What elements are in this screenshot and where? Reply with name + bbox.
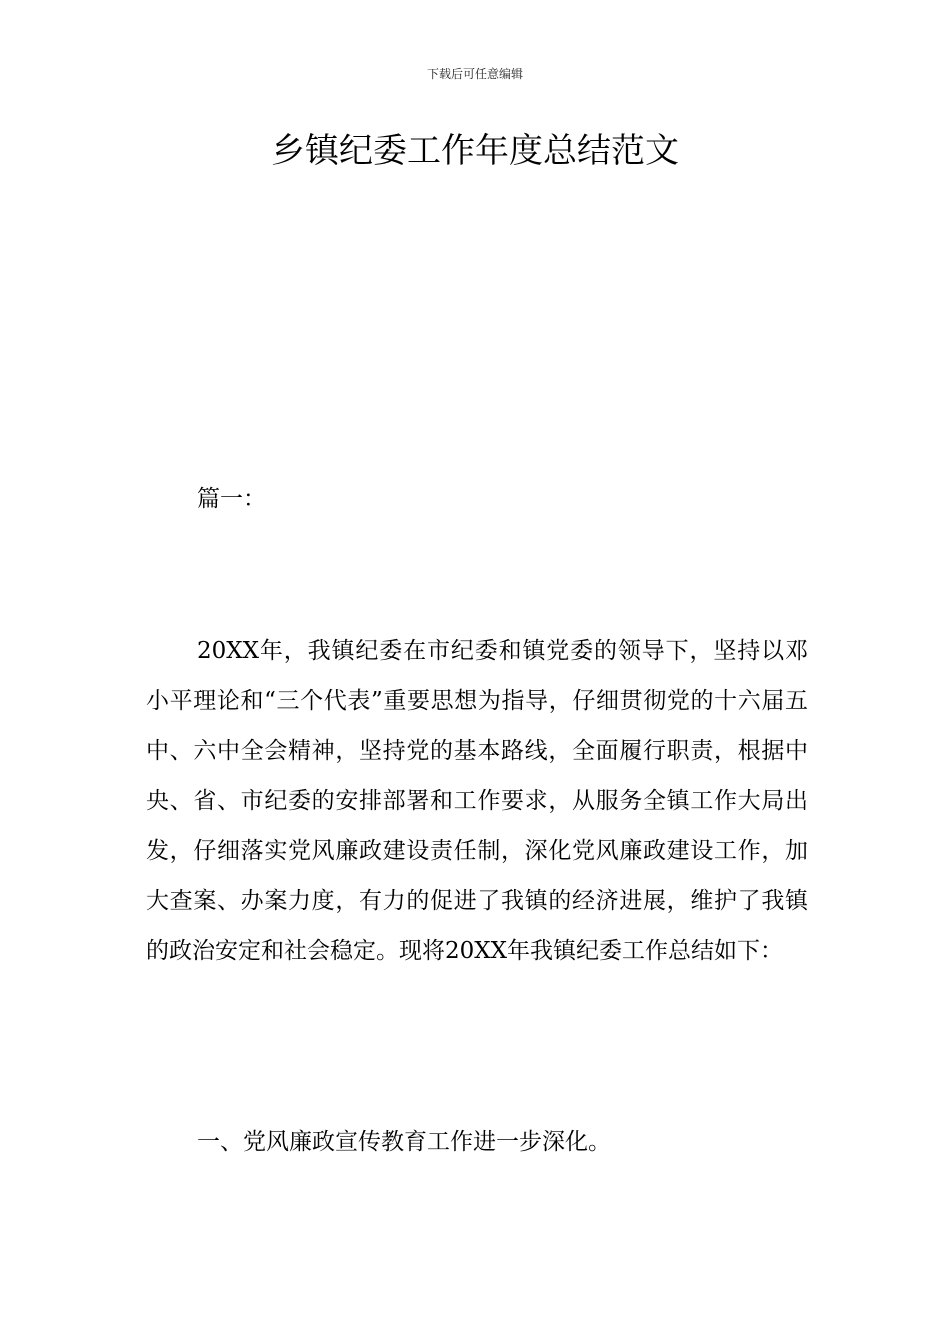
body-paragraph: 20XX年，我镇纪委在市纪委和镇党委的领导下，坚持以邓小平理论和“三个代表”重要思想为指导，仔细贯彻党的十六届五中、六中全会精神，坚持党的基本路线，全面履行职责，根据中央、省、市纪委的安排部署和工作要求，从服务全镇工作大局出发，仔细落实党风廉政建设责任制，深化党风廉政建设工作，加大查案、办案力度，有力的促进了我镇的经济进展，维护了我镇的政治安定和社会稳定。现将20XX年我镇纪委工作总结如下：	[146, 638, 808, 964]
section-heading: 一、党风廉政宣传教育工作进一步深化。	[197, 1129, 611, 1155]
document-title: 乡镇纪委工作年度总结范文	[271, 131, 679, 171]
header-note: 下载后可任意编辑	[426, 67, 523, 81]
section-label: 篇一：	[197, 486, 266, 512]
